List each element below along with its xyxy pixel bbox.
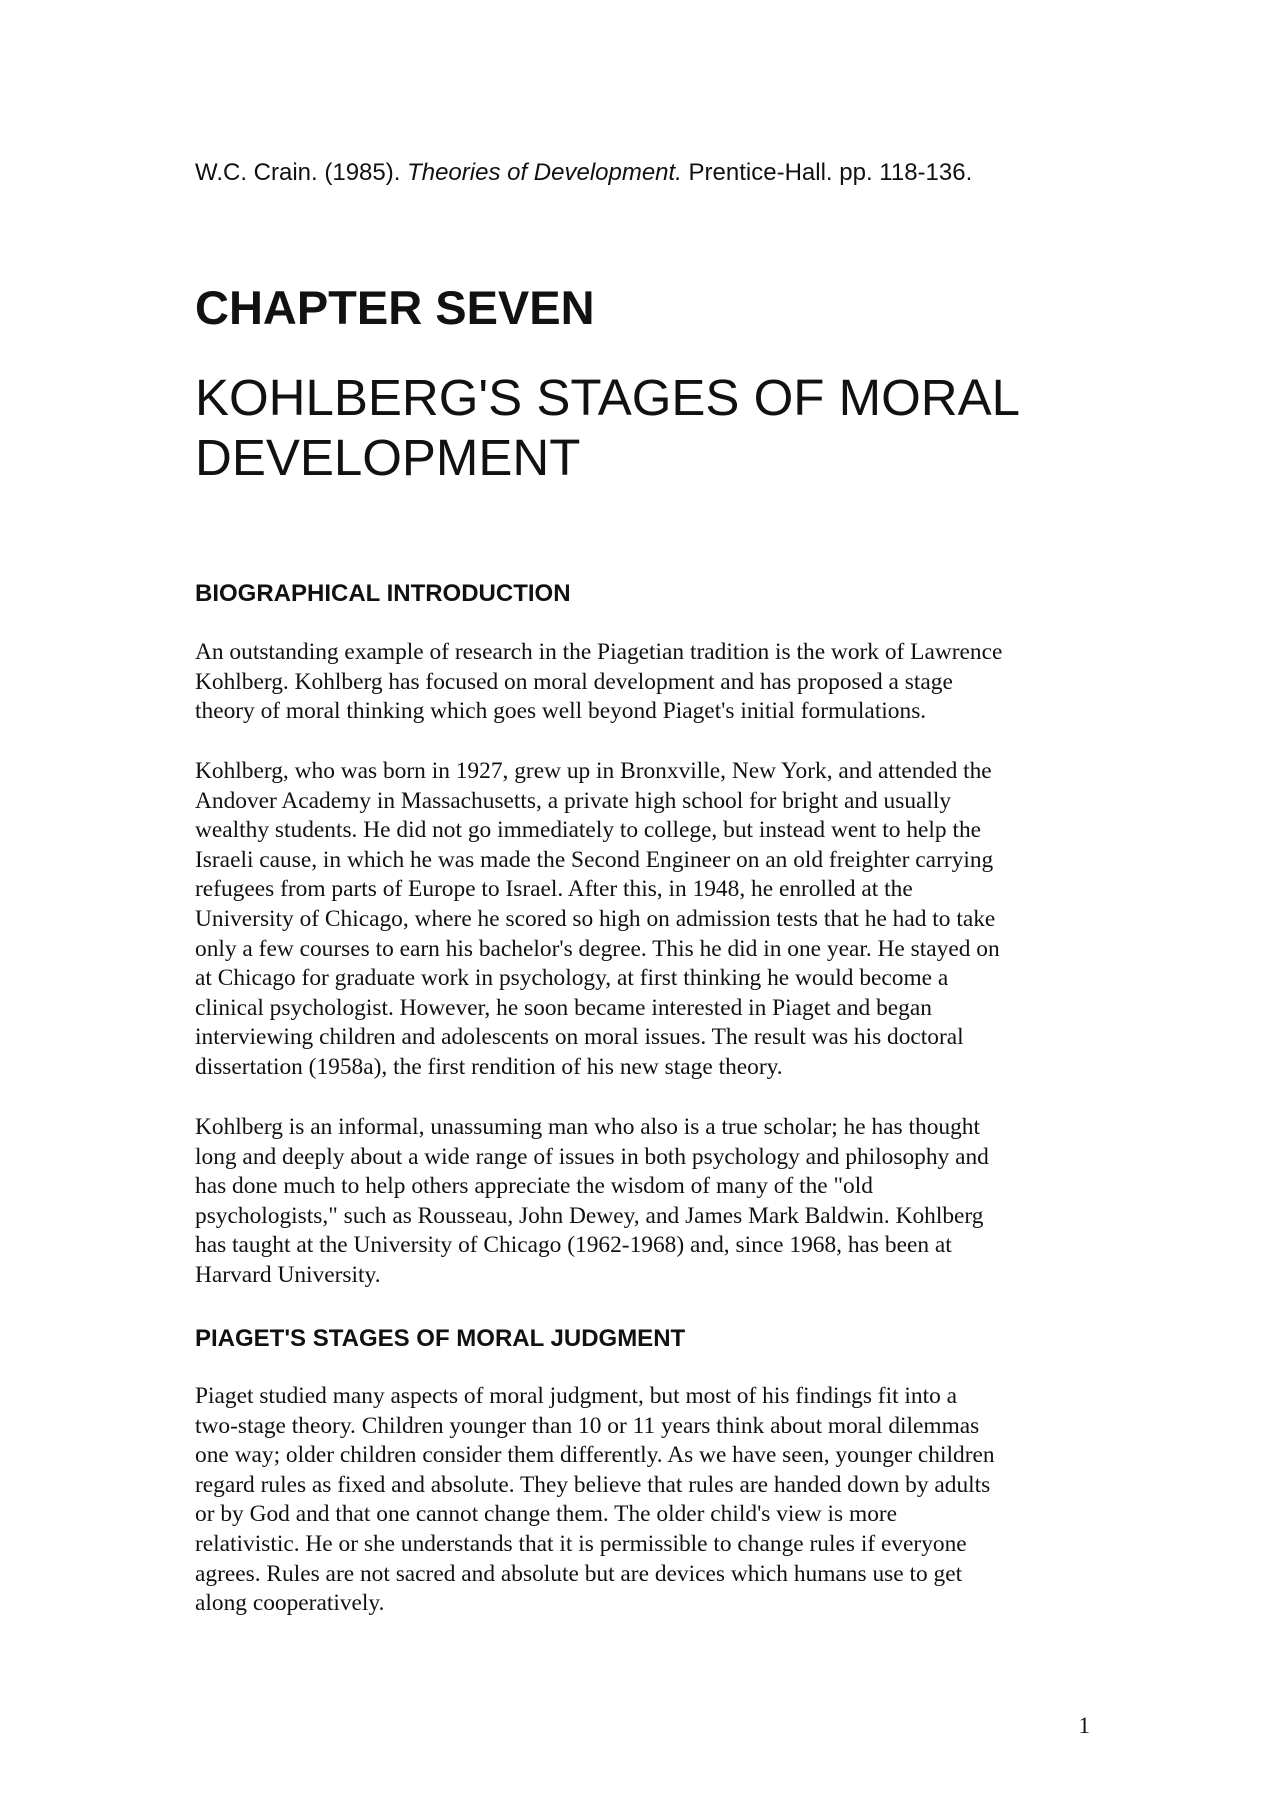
paragraph-line: regard rules as fixed and absolute. They believe that rules are handed down by adults <box>195 1471 991 1498</box>
paragraph <box>195 1113 1095 1291</box>
citation-authors-year: W.C. Crain. (1985). <box>195 159 408 186</box>
paragraph-line: wealthy students. He did not go immediately to college, but instead went to help the <box>195 817 982 844</box>
citation-publisher-pages: Prentice-Hall. pp. 118-136. <box>681 159 973 186</box>
chapter-label: CHAPTER SEVEN <box>195 281 595 334</box>
paragraph-line: long and deeply about a wide range of issues in both psychology and philosophy and <box>195 1143 989 1170</box>
paragraph-line: has taught at the University of Chicago (1962-1968) and, since 1968, has been at <box>195 1232 952 1259</box>
paragraph-line: An outstanding example of research in the Piagetian tradition is the work of Lawrence <box>195 639 1003 665</box>
chapter-title-line: DEVELOPMENT <box>195 429 581 486</box>
section-heading-biographical-introduction: BIOGRAPHICAL INTRODUCTION <box>195 580 571 607</box>
paragraph <box>195 1382 1095 1619</box>
paragraph-line: interviewing children and adolescents on moral issues. The result was his doctoral <box>195 1024 964 1051</box>
paragraph-line: along cooperatively. <box>195 1590 385 1617</box>
paragraph-line: only a few courses to earn his bachelor's degree. This he did in one year. He stayed on <box>195 935 1000 962</box>
page-number: 1 <box>1078 1713 1090 1738</box>
paragraph-line: clinical psychologist. However, he soon became interested in Piaget and began <box>195 994 932 1021</box>
citation-book-title: Theories of Development. <box>407 159 682 186</box>
paragraph-line: Kohlberg, who was born in 1927, grew up in Bronxville, New York, and attended the <box>195 758 992 784</box>
paragraph-line: one way; older children consider them differently. As we have seen, younger children <box>195 1442 995 1469</box>
paragraph-line: University of Chicago, where he scored so high on admission tests that he had to take <box>195 905 996 932</box>
chapter-title <box>195 368 1095 488</box>
paragraph <box>195 638 1095 727</box>
paragraph <box>195 757 1095 1083</box>
paragraph-line: Kohlberg is an informal, unassuming man who also is a true scholar; he has thought <box>195 1114 980 1140</box>
paragraph-line: has done much to help others appreciate the wisdom of many of the "old <box>195 1173 873 1200</box>
paragraph-line: Israeli cause, in which he was made the Second Engineer on an old freighter carrying <box>195 846 994 873</box>
chapter-title-line: KOHLBERG'S STAGES OF MORAL <box>195 369 1020 426</box>
paragraph-line: Kohlberg. Kohlberg has focused on moral development and has proposed a stage <box>195 668 953 695</box>
paragraph-line: Andover Academy in Massachusetts, a private high school for bright and usually <box>195 787 952 814</box>
paragraph-line: agrees. Rules are not sacred and absolute but are devices which humans use to get <box>195 1560 963 1587</box>
section-heading-piagets-stages: PIAGET'S STAGES OF MORAL JUDGMENT <box>195 1325 686 1352</box>
paragraph-line: theory of moral thinking which goes well beyond Piaget's initial formulations. <box>195 698 927 725</box>
paragraph-line: or by God and that one cannot change them. The older child's view is more <box>195 1501 898 1528</box>
paragraph-line: Piaget studied many aspects of moral judgment, but most of his findings fit into a <box>195 1383 958 1409</box>
paragraph-line: refugees from parts of Europe to Israel. After this, in 1948, he enrolled at the <box>195 876 913 903</box>
paragraph-line: relativistic. He or she understands that it is permissible to change rules if everyone <box>195 1530 967 1557</box>
paragraph-line: at Chicago for graduate work in psychology, at first thinking he would become a <box>195 965 949 992</box>
paragraph-line: Harvard University. <box>195 1261 381 1288</box>
paragraph-line: psychologists," such as Rousseau, John Dewey, and James Mark Baldwin. Kohlberg <box>195 1202 984 1229</box>
citation <box>195 158 1145 188</box>
paragraph-line: dissertation (1958a), the first rendition of his new stage theory. <box>195 1053 783 1080</box>
paragraph-line: two-stage theory. Children younger than 10 or 11 years think about moral dilemmas <box>195 1412 980 1439</box>
